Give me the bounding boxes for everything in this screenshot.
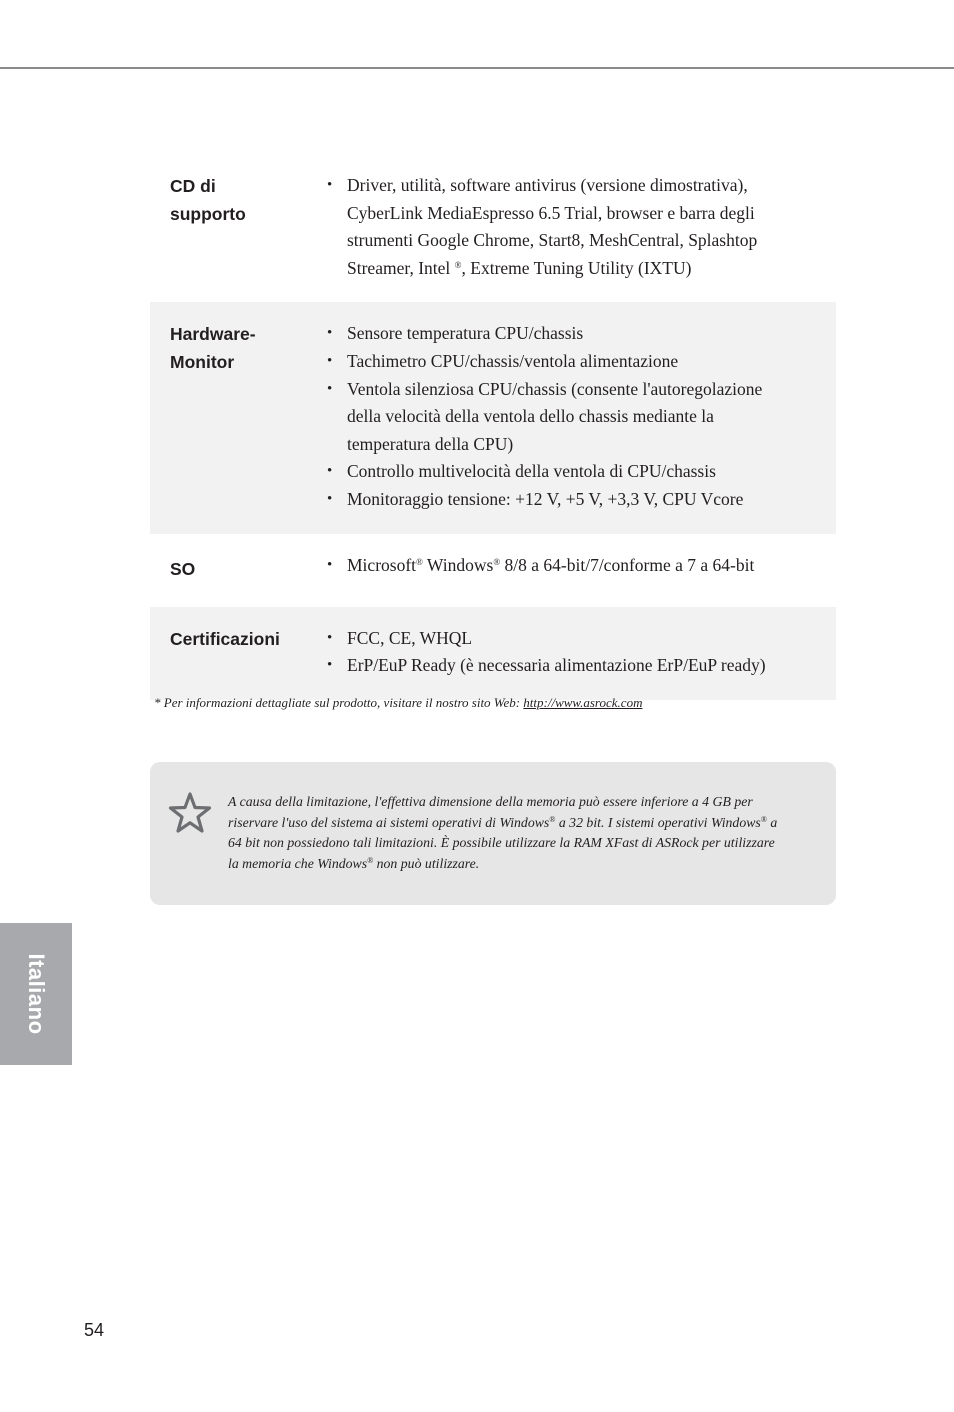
note-box bbox=[150, 762, 836, 905]
spec-item: • Driver, utilità, software antivirus (versione dimostrativa), CyberLink MediaEspresso 6.5 Trial, browser e barra degli strumenti Google Chrome, Start8, MeshCentral, Splashtop Streamer, Intel ®, Extreme Tuning Utility (IXTU) bbox=[327, 172, 797, 282]
spec-row-support-cd bbox=[150, 160, 836, 302]
header-rule bbox=[0, 67, 954, 69]
language-tab-label: Italiano bbox=[24, 953, 49, 1035]
spec-label-line: CD di bbox=[170, 176, 216, 196]
note-text: A causa della limitazione, l'effettiva dimensione della memoria può essere inferiore a 4 GB per riservare l'uso del sistema ai sistemi operativi di Windows® a 32 bit. I sistemi operativi Windows® a 64 bit non possiedono tali limitazioni. È possibile utilizzare la RAM XFast di ASRock per utilizzare la memoria che Windows® non può utilizzare. bbox=[228, 794, 778, 872]
spec-items bbox=[327, 625, 797, 680]
spec-items bbox=[327, 172, 797, 282]
spec-item: • Ventola silenziosa CPU/chassis (consente l'autoregolazione della velocità della ventola dello chassis mediante la temperatura della CPU) bbox=[327, 376, 797, 459]
spec-label-line: Monitor bbox=[170, 352, 235, 373]
spec-label-line: Hardware- bbox=[170, 324, 256, 345]
spec-item: • Sensore temperatura CPU/chassis bbox=[327, 320, 797, 348]
spec-item: • ErP/EuP Ready (è necessaria alimentazione ErP/EuP ready) bbox=[327, 652, 797, 680]
spec-table bbox=[150, 160, 836, 700]
spec-row-certifications bbox=[150, 607, 836, 700]
footnote-text: * Per informazioni dettagliate sul prodotto, visitare il nostro sito Web: bbox=[154, 695, 524, 710]
spec-label bbox=[150, 172, 327, 282]
page-number: 54 bbox=[84, 1320, 105, 1340]
spec-item: • Controllo multivelocità della ventola di CPU/chassis bbox=[327, 458, 797, 486]
spec-label bbox=[150, 625, 327, 680]
spec-label bbox=[150, 320, 327, 513]
language-side-tab bbox=[0, 923, 72, 1065]
spec-items bbox=[327, 552, 797, 583]
spec-item: • Tachimetro CPU/chassis/ventola alimentazione bbox=[327, 348, 797, 376]
star-icon bbox=[168, 791, 212, 835]
spec-label bbox=[150, 552, 327, 583]
footnote bbox=[154, 695, 844, 711]
spec-items bbox=[327, 320, 797, 513]
spec-label-line: supporto bbox=[170, 204, 246, 224]
spec-row-os bbox=[150, 534, 836, 607]
spec-label-line: SO bbox=[170, 558, 196, 579]
spec-item: • Monitoraggio tensione: +12 V, +5 V, +3,3 V, CPU Vcore bbox=[327, 486, 797, 514]
spec-item: • Microsoft® Windows® 8/8 a 64-bit/7/conforme a 7 a 64-bit bbox=[327, 552, 797, 580]
asrock-website-link[interactable]: http://www.asrock.com bbox=[523, 695, 643, 710]
spec-label-line: Certificazioni bbox=[170, 628, 280, 649]
spec-row-hardware-monitor bbox=[150, 302, 836, 533]
spec-item: • FCC, CE, WHQL bbox=[327, 625, 797, 653]
